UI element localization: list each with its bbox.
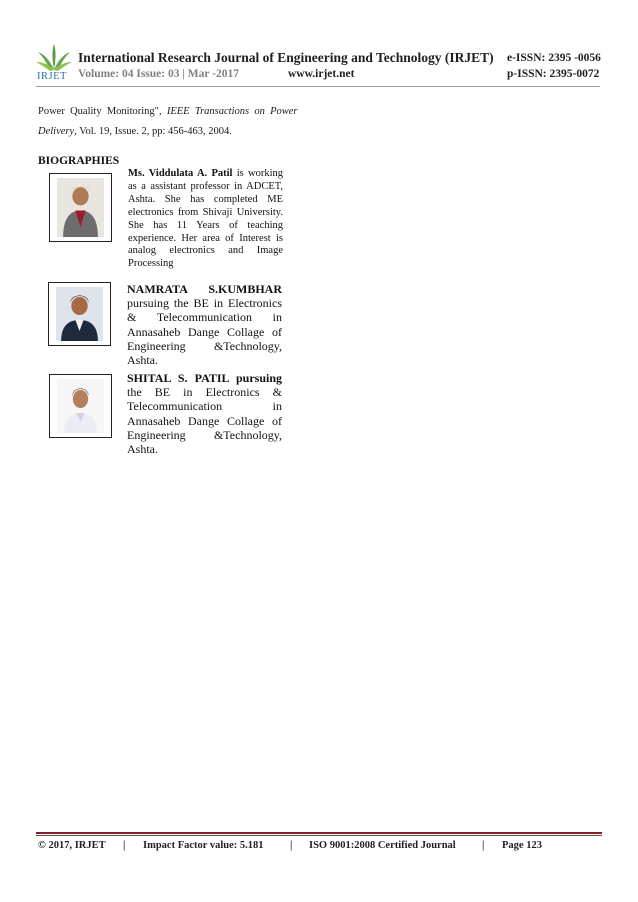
- journal-website-link[interactable]: www.irjet.net: [288, 68, 355, 80]
- biography-2-text: pursuing the BE in Electronics & Telecommunication in Annasaheb Dange Collage of Engineering &Technology, Ashta.: [127, 296, 282, 368]
- header-divider: [36, 86, 600, 87]
- person-portrait-icon: [57, 379, 104, 433]
- p-issn: p-ISSN: 2395-0072: [507, 68, 600, 80]
- footer-separator: |: [290, 840, 293, 851]
- biography-1: [128, 168, 283, 271]
- footer-divider: [36, 835, 602, 836]
- footer-page-number: Page 123: [502, 840, 542, 851]
- biographies-heading: BIOGRAPHIES: [38, 155, 120, 167]
- person-portrait-icon: [57, 178, 104, 237]
- reference-journal: IEEE Transactions on Power: [166, 106, 298, 117]
- reference-journal-cont: Delivery: [38, 126, 75, 137]
- volume-info: Volume: 04 Issue: 03 | Mar -2017: [78, 68, 239, 80]
- reference-details: , Vol. 19, Issue. 2, pp: 456-463, 2004.: [74, 126, 232, 137]
- reference-text: Power Quality Monitoring",: [38, 106, 167, 117]
- footer-separator: |: [123, 840, 126, 851]
- biography-1-name: Ms. Viddulata A. Patil: [128, 168, 233, 179]
- footer-separator: |: [482, 840, 485, 851]
- biography-photo-1: [49, 173, 112, 242]
- reference-line-1: [38, 106, 298, 117]
- biography-3-text: the BE in Electronics & Telecommunication in Annasaheb Dange Collage of Engineering &Technology, Ashta.: [127, 385, 282, 457]
- biography-2-name: NAMRATA S.KUMBHAR: [127, 282, 282, 296]
- portrait-image: [56, 287, 103, 341]
- portrait-image: [57, 379, 104, 433]
- biography-photo-2: [48, 282, 111, 346]
- biography-3-name: SHITAL S. PATIL pursuing: [127, 371, 282, 385]
- biography-photo-3: [49, 374, 112, 438]
- e-issn: e-ISSN: 2395 -0056: [507, 52, 601, 64]
- journal-title: International Research Journal of Engineering and Technology (IRJET): [78, 50, 494, 65]
- footer-accent-rule: [36, 832, 602, 834]
- biography-2: [127, 282, 282, 367]
- biography-1-text: is working as a assistant professor in ADCET, Ashta. She has completed ME electronics from Shivaji University. She has 11 Years of teaching experience. Her area of Interest is analog electronics and Image Processing: [128, 168, 283, 270]
- logo-wordmark: IRJET: [37, 71, 67, 82]
- irjet-logo: [36, 44, 72, 84]
- footer-impact-factor: Impact Factor value: 5.181: [143, 840, 264, 851]
- reference-line-2: [38, 126, 232, 137]
- biography-3: [127, 371, 282, 456]
- portrait-image: [57, 178, 104, 237]
- footer-copyright: © 2017, IRJET: [38, 840, 106, 851]
- footer-iso-certification: ISO 9001:2008 Certified Journal: [309, 840, 456, 851]
- person-portrait-icon: [56, 287, 103, 341]
